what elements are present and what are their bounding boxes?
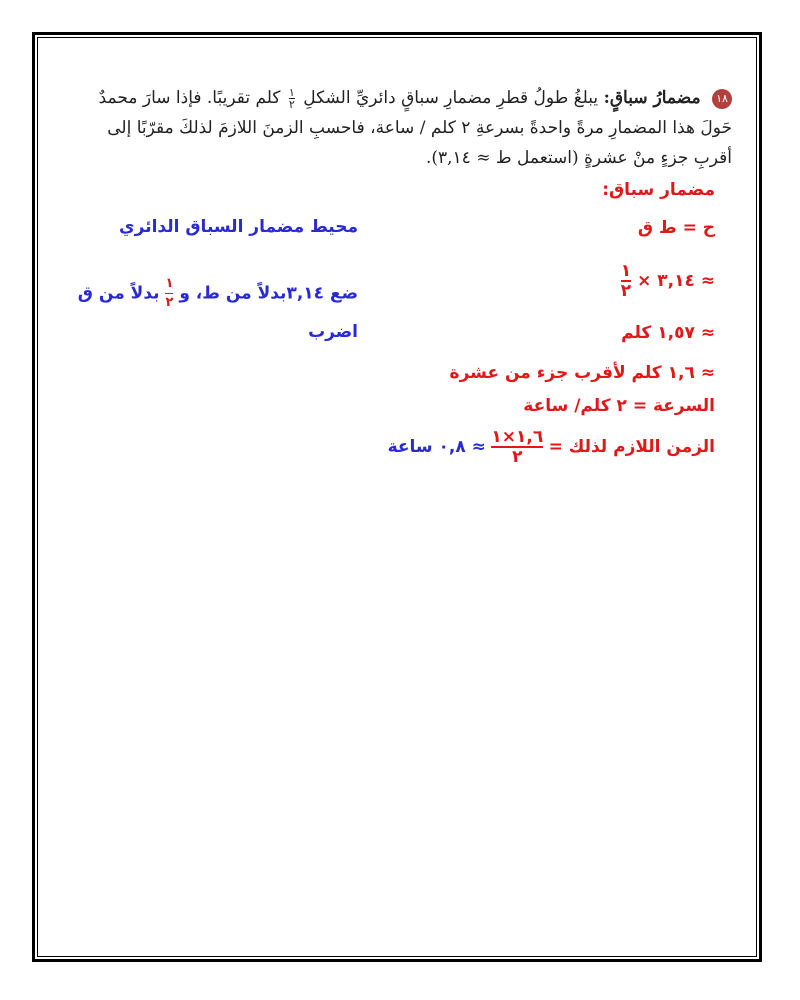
problem-fraction-den: ٢ xyxy=(288,98,295,111)
problem-fraction-num: ١ xyxy=(288,86,295,99)
step1-note-a: ضع ٣,١٤بدلاً من ط، و xyxy=(179,283,358,304)
page-border-inner xyxy=(37,37,757,957)
step1-note xyxy=(78,275,358,312)
step1-fraction-den: ٢ xyxy=(620,281,632,301)
problem-title: مضمارُ سباقٍ: xyxy=(603,88,701,108)
time-fraction-num: ١,٦×١ xyxy=(491,427,544,447)
step1-note-fraction xyxy=(165,275,173,312)
problem-statement xyxy=(70,83,732,173)
step1-note-b: بدلاً من ق xyxy=(77,283,160,304)
time-label: الزمن اللازم لذلك = xyxy=(548,437,715,457)
step1-fraction xyxy=(621,262,631,300)
time-fraction-den: ٢ xyxy=(491,446,543,466)
step1-fraction-num: ١ xyxy=(620,261,632,281)
step1 xyxy=(621,262,715,300)
formula-note: محيط مضمار السباق الدائري xyxy=(119,217,358,237)
step2: ≈ ١,٥٧ كلم xyxy=(621,323,715,343)
time-fraction xyxy=(491,428,543,466)
problem-text-part2: كلم تقريبًا. فإذا سارَ محمدٌ حَولَ هذا المضمارِ مرةً واحدةً بسرعةِ ٢ كلم / ساعة، فاحسبِ الزمنَ اللازمَ لذلكَ مقرّبًا إلى أقربِ جزءٍ منْ عشرةٍ (استعمل ط ≈ ٣,١٤). xyxy=(98,88,732,168)
time-result: ≈ ٠,٨ ساعة xyxy=(387,437,486,457)
step1-note-fraction-num: ١ xyxy=(165,276,174,291)
speed-line: السرعة = ٢ كلم/ ساعة xyxy=(523,396,715,416)
step2-note: اضرب xyxy=(308,322,358,342)
step1-prefix: ≈ ٣,١٤ × xyxy=(637,271,715,291)
problem-fraction xyxy=(289,87,295,110)
formula: ح = ط ق xyxy=(637,218,715,238)
step3: ≈ ١,٦ كلم لأقرب جزء من عشرة xyxy=(449,363,715,383)
solution-heading: مضمار سباق: xyxy=(602,180,715,200)
problem-number-badge: ١٨ xyxy=(712,89,732,109)
step1-note-fraction-den: ٢ xyxy=(165,295,174,310)
time-line xyxy=(388,428,715,466)
problem-text-part1: يبلغُ طولُ قطرِ مضمارِ سباقٍ دائريِّ الشكلِ xyxy=(303,88,599,108)
